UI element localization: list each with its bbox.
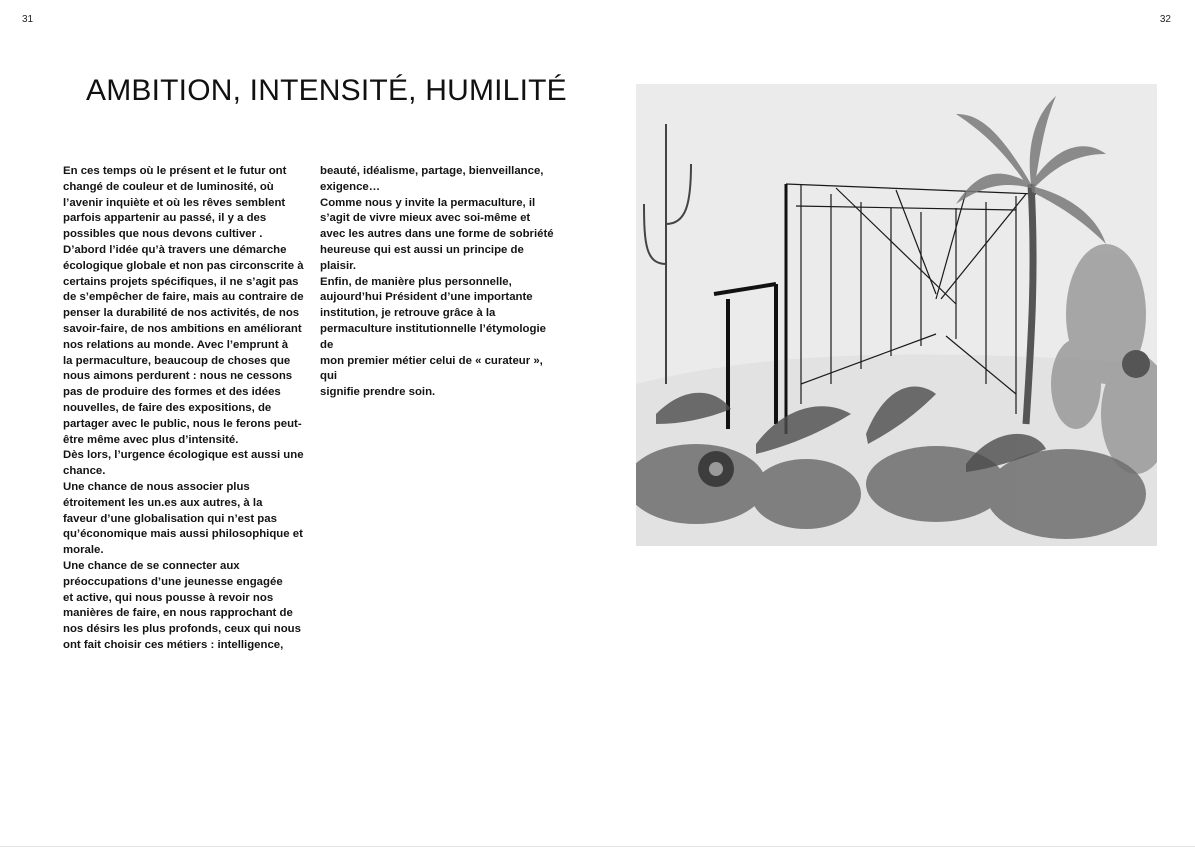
text-line: pas de produire des formes et des idées <box>63 386 281 399</box>
body-text-column-2 <box>320 164 562 401</box>
text-line: partager avec le public, nous le ferons peut- <box>63 417 302 430</box>
text-line: écologique globale et non pas circonscrite à <box>63 259 304 272</box>
text-line: permaculture institutionnelle l’étymologie de <box>320 322 546 351</box>
text-line: heureuse qui est aussi un principe de plaisir. <box>320 243 524 272</box>
body-text-column-1 <box>63 164 305 654</box>
text-line: avec les autres dans une forme de sobriété <box>320 228 554 241</box>
text-line: Une chance de se connecter aux <box>63 559 240 572</box>
text-line: mon premier métier celui de « curateur », qui <box>320 354 543 383</box>
text-line: Comme nous y invite la permaculture, il <box>320 196 536 209</box>
text-line: signifie prendre soin. <box>320 386 436 399</box>
text-line: beauté, idéalisme, partage, bienveillance, <box>320 165 544 177</box>
text-line: étroitement les un.es aux autres, à la <box>63 496 263 509</box>
botanical-architecture-illustration <box>636 84 1157 546</box>
text-line: préoccupations d’une jeunesse engagée <box>63 575 283 588</box>
text-line: institution, je retrouve grâce à la <box>320 307 496 320</box>
text-line: Une chance de nous associer plus <box>63 480 250 493</box>
text-line: nous aimons perdurent : nous ne cessons <box>63 370 293 383</box>
text-line: savoir-faire, de nos ambitions en améliorant <box>63 322 302 335</box>
page-number-left: 31 <box>22 14 34 25</box>
text-line: nos désirs les plus profonds, ceux qui nous <box>63 623 301 636</box>
text-line: certains projets spécifiques, il ne s’agit pas <box>63 275 299 288</box>
text-line: parfois appartenir au passé, il y a des <box>63 212 267 225</box>
text-line: possibles que nous devons cultiver . <box>63 228 263 241</box>
text-line: manières de faire, en nous rapprochant de <box>63 607 293 620</box>
text-line: aujourd’hui Président d’une importante <box>320 291 533 304</box>
text-line: ont fait choisir ces métiers : intelligence, <box>63 638 284 651</box>
text-line: chance. <box>63 465 106 478</box>
page-title: AMBITION, INTENSITÉ, HUMILITÉ <box>86 74 567 107</box>
text-line: Enfin, de manière plus personnelle, <box>320 275 512 288</box>
text-line: morale. <box>63 544 104 557</box>
text-line: être même avec plus d’intensité. <box>63 433 239 446</box>
text-line: penser la durabilité de nos activités, de nos <box>63 307 300 320</box>
text-line: exigence… <box>320 180 381 193</box>
text-line: s’agit de vivre mieux avec soi-même et <box>320 212 531 225</box>
text-line: de s’empêcher de faire, mais au contraire de <box>63 291 304 304</box>
text-line: D’abord l’idée qu’à travers une démarche <box>63 243 287 256</box>
text-line: Dès lors, l’urgence écologique est aussi une <box>63 449 304 462</box>
text-line: faveur d’une globalisation qui n’est pas <box>63 512 277 525</box>
text-line: et active, qui nous pousse à revoir nos <box>63 591 274 604</box>
text-line: qu’économique mais aussi philosophique et <box>63 528 303 541</box>
text-line: la permaculture, beaucoup de choses que <box>63 354 291 367</box>
text-line: nos relations au monde. Avec l’emprunt à <box>63 338 289 351</box>
text-line: changé de couleur et de luminosité, où <box>63 180 274 193</box>
page-bottom-rule <box>0 846 1195 847</box>
text-line: l’avenir inquiète et où les rêves semblent <box>63 196 286 209</box>
text-line: nouvelles, de faire des expositions, de <box>63 401 272 414</box>
page-number-right: 32 <box>1159 14 1171 25</box>
text-line: En ces temps où le présent et le futur ont <box>63 165 287 177</box>
